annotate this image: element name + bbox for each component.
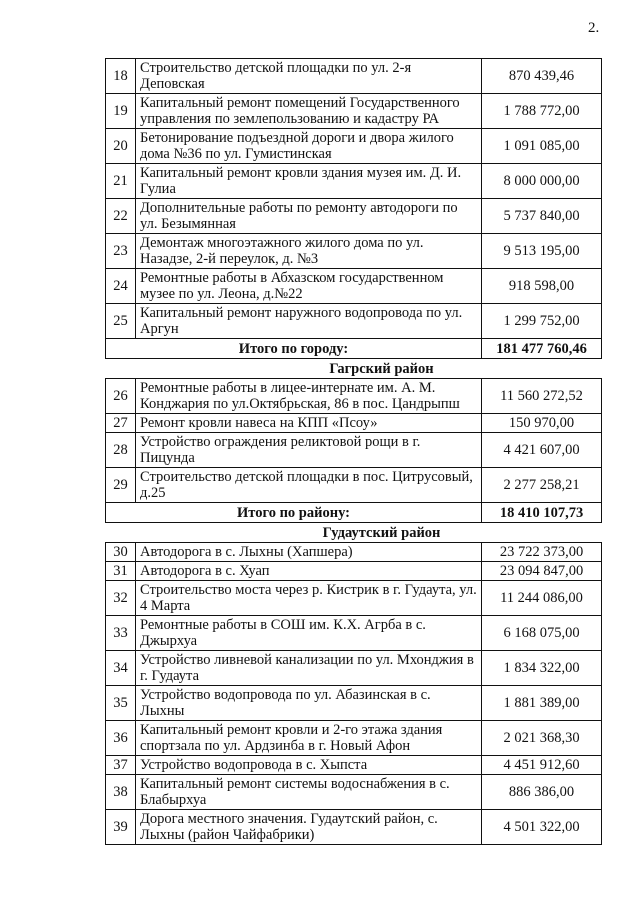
table-row — [106, 433, 602, 468]
row-amount: 9 513 195,00 — [482, 234, 602, 269]
table-row — [106, 468, 602, 503]
table-row — [106, 379, 602, 414]
section-heading-gudauta — [106, 523, 602, 543]
section-title: Гудаутский район — [106, 523, 602, 543]
row-description: Дополнительные работы по ремонту автодороги по ул. Безымянная — [136, 199, 482, 234]
row-number: 20 — [106, 129, 136, 164]
table-row — [106, 199, 602, 234]
row-number: 36 — [106, 721, 136, 756]
row-description: Автодорога в с. Хуап — [136, 562, 482, 581]
total-amount: 181 477 760,46 — [482, 339, 602, 359]
table-row — [106, 810, 602, 845]
row-amount: 1 834 322,00 — [482, 651, 602, 686]
row-number: 18 — [106, 59, 136, 94]
row-amount: 11 560 272,52 — [482, 379, 602, 414]
row-amount: 918 598,00 — [482, 269, 602, 304]
table-row — [106, 234, 602, 269]
row-description: Ремонтные работы в СОШ им. К.Х. Агрба в с. Джырхуа — [136, 616, 482, 651]
row-description: Устройство ограждения реликтовой рощи в г. Пицунда — [136, 433, 482, 468]
row-description: Капитальный ремонт наружного водопровода по ул. Аргун — [136, 304, 482, 339]
row-amount: 23 094 847,00 — [482, 562, 602, 581]
section-heading-gagra — [106, 359, 602, 379]
table-row — [106, 756, 602, 775]
row-number: 33 — [106, 616, 136, 651]
row-amount: 2 021 368,30 — [482, 721, 602, 756]
total-label: Итого по городу: — [106, 339, 482, 359]
table-row — [106, 164, 602, 199]
table-row — [106, 129, 602, 164]
row-description: Бетонирование подъездной дороги и двора жилого дома №36 по ул. Гумистинская — [136, 129, 482, 164]
section-title: Гагрский район — [106, 359, 602, 379]
table-row — [106, 94, 602, 129]
row-number: 30 — [106, 543, 136, 562]
row-amount: 870 439,46 — [482, 59, 602, 94]
row-amount: 1 299 752,00 — [482, 304, 602, 339]
row-number: 38 — [106, 775, 136, 810]
row-amount: 4 421 607,00 — [482, 433, 602, 468]
row-amount: 5 737 840,00 — [482, 199, 602, 234]
table-row — [106, 543, 602, 562]
row-description: Капитальный ремонт помещений Государственного управления по землепользованию и кадастру РА — [136, 94, 482, 129]
total-label: Итого по району: — [106, 503, 482, 523]
row-number: 19 — [106, 94, 136, 129]
row-number: 32 — [106, 581, 136, 616]
row-amount: 150 970,00 — [482, 414, 602, 433]
row-number: 22 — [106, 199, 136, 234]
row-amount: 886 386,00 — [482, 775, 602, 810]
row-amount: 8 000 000,00 — [482, 164, 602, 199]
row-description: Строительство детской площадки по ул. 2-я Деповская — [136, 59, 482, 94]
total-row-gagra — [106, 503, 602, 523]
row-description: Ремонтные работы в лицее-интернате им. А. М. Конджария по ул.Октябрьская, 86 в пос. Цандрыпш — [136, 379, 482, 414]
row-description: Ремонт кровли навеса на КПП «Псоу» — [136, 414, 482, 433]
row-description: Строительство детской площадки в пос. Цитрусовый, д.25 — [136, 468, 482, 503]
row-description: Устройство водопровода по ул. Абазинская в с. Лыхны — [136, 686, 482, 721]
table-row — [106, 616, 602, 651]
table-row — [106, 775, 602, 810]
row-number: 39 — [106, 810, 136, 845]
table-row — [106, 651, 602, 686]
table-row — [106, 686, 602, 721]
row-number: 27 — [106, 414, 136, 433]
row-number: 28 — [106, 433, 136, 468]
row-number: 34 — [106, 651, 136, 686]
row-amount: 11 244 086,00 — [482, 581, 602, 616]
row-description: Капитальный ремонт системы водоснабжения в с. Блабырхуа — [136, 775, 482, 810]
row-amount: 23 722 373,00 — [482, 543, 602, 562]
budget-table — [105, 58, 602, 845]
row-number: 37 — [106, 756, 136, 775]
row-description: Ремонтные работы в Абхазском государственном музее по ул. Леона, д.№22 — [136, 269, 482, 304]
row-amount: 4 451 912,60 — [482, 756, 602, 775]
table-row — [106, 304, 602, 339]
total-row-city — [106, 339, 602, 359]
table-row — [106, 59, 602, 94]
budget-table-body — [106, 59, 602, 845]
table-row — [106, 581, 602, 616]
row-amount: 1 788 772,00 — [482, 94, 602, 129]
row-amount: 1 091 085,00 — [482, 129, 602, 164]
row-description: Устройство ливневой канализации по ул. Мхонджия в г. Гудаута — [136, 651, 482, 686]
row-description: Дорога местного значения. Гудаутский район, с. Лыхны (район Чайфабрики) — [136, 810, 482, 845]
row-number: 35 — [106, 686, 136, 721]
row-number: 26 — [106, 379, 136, 414]
row-description: Устройство водопровода в с. Хыпста — [136, 756, 482, 775]
row-amount: 1 881 389,00 — [482, 686, 602, 721]
row-description: Демонтаж многоэтажного жилого дома по ул. Назадзе, 2-й переулок, д. №3 — [136, 234, 482, 269]
row-number: 23 — [106, 234, 136, 269]
row-amount: 4 501 322,00 — [482, 810, 602, 845]
row-amount: 2 277 258,21 — [482, 468, 602, 503]
row-number: 21 — [106, 164, 136, 199]
table-row — [106, 562, 602, 581]
row-number: 31 — [106, 562, 136, 581]
row-amount: 6 168 075,00 — [482, 616, 602, 651]
page-number: 2. — [588, 20, 600, 36]
row-description: Капитальный ремонт кровли здания музея им. Д. И. Гулиа — [136, 164, 482, 199]
total-amount: 18 410 107,73 — [482, 503, 602, 523]
row-description: Капитальный ремонт кровли и 2-го этажа здания спортзала по ул. Ардзинба в г. Новый Афон — [136, 721, 482, 756]
row-number: 25 — [106, 304, 136, 339]
row-number: 29 — [106, 468, 136, 503]
row-description: Строительство моста через р. Кистрик в г. Гудаута, ул. 4 Марта — [136, 581, 482, 616]
row-number: 24 — [106, 269, 136, 304]
table-row — [106, 414, 602, 433]
table-row — [106, 721, 602, 756]
row-description: Автодорога в с. Лыхны (Хапшера) — [136, 543, 482, 562]
table-row — [106, 269, 602, 304]
